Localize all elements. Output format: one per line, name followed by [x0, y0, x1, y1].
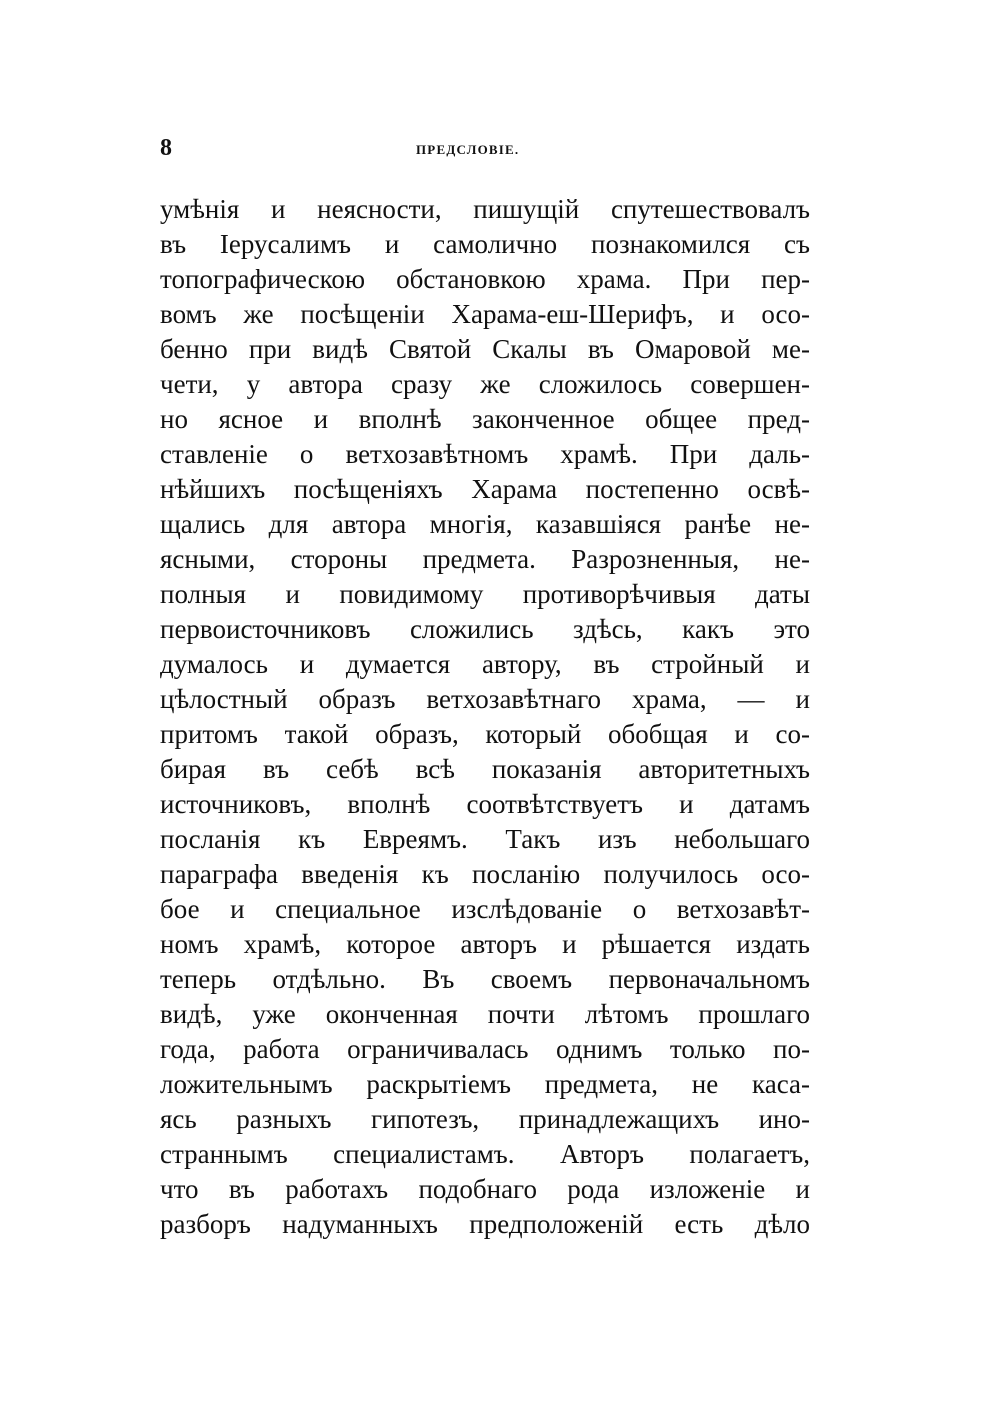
text-line: цѣлостный образъ ветхозавѣтнаго храма, — и	[160, 684, 810, 714]
text-line: бое и специальное изслѣдованіе о ветхозавѣт-	[160, 894, 810, 924]
text-line: теперь отдѣльно. Въ своемъ первоначальномъ	[160, 964, 810, 994]
text-line: что въ работахъ подобнаго рода изложеніе и	[160, 1174, 810, 1204]
text-line: ясь разныхъ гипотезъ, принадлежащихъ ино-	[160, 1104, 810, 1134]
text-line: бенно при видѣ Святой Скалы въ Омаровой ме-	[160, 334, 810, 364]
text-line: первоисточниковъ сложились здѣсь, какъ это	[160, 614, 810, 644]
text-line: щались для автора многія, казавшіяся ранѣе не-	[160, 509, 810, 539]
text-line: но ясное и вполнѣ законченное общее пред-	[160, 404, 810, 434]
text-line: топографическою обстановкою храма. При пер-	[160, 264, 810, 294]
text-line: нѣйшихъ посѣщеніяхъ Харама постепенно освѣ-	[160, 474, 810, 504]
text-line: притомъ такой образъ, который обобщая и со-	[160, 719, 810, 749]
text-line: вомъ же посѣщеніи Харама-еш-Шерифъ, и осо-	[160, 299, 810, 329]
text-line: параграфа введенія къ посланію получилось осо-	[160, 859, 810, 889]
text-line: ложительнымъ раскрытіемъ предмета, не каса-	[160, 1069, 810, 1099]
page-header	[160, 134, 800, 166]
text-line: года, работа ограничивалась однимъ только по-	[160, 1034, 810, 1064]
text-line: чети, у автора сразу же сложилось совершен-	[160, 369, 810, 399]
text-line: номъ храмѣ, которое авторъ и рѣшается издать	[160, 929, 810, 959]
text-line: посланія къ Евреямъ. Такъ изъ небольшаго	[160, 824, 810, 854]
text-line: въ Іерусалимъ и самолично познакомился съ	[160, 229, 810, 259]
page-number: 8	[160, 135, 172, 161]
text-line: умѣнія и неясности, пишущій спутешествовалъ	[160, 194, 810, 224]
text-line: полныя и повидимому противорѣчивыя даты	[160, 579, 810, 609]
text-line: разборъ надуманныхъ предположеній есть дѣло	[160, 1209, 810, 1239]
text-line: видѣ, уже оконченная почти лѣтомъ прошлаго	[160, 999, 810, 1029]
text-line: ясными, стороны предмета. Разрозненныя, не-	[160, 544, 810, 574]
text-line: ставленіе о ветхозавѣтномъ храмѣ. При даль-	[160, 439, 810, 469]
text-line: страннымъ специалистамъ. Авторъ полагаетъ,	[160, 1139, 810, 1169]
text-line: думалось и думается автору, въ стройный и	[160, 649, 810, 679]
running-title: ПРЕДСЛОВІЕ.	[416, 142, 520, 157]
text-line: источниковъ, вполнѣ соотвѣтствуетъ и датамъ	[160, 789, 810, 819]
body-text	[160, 192, 810, 1242]
text-line: бирая въ себѣ всѣ показанія авторитетныхъ	[160, 754, 810, 784]
